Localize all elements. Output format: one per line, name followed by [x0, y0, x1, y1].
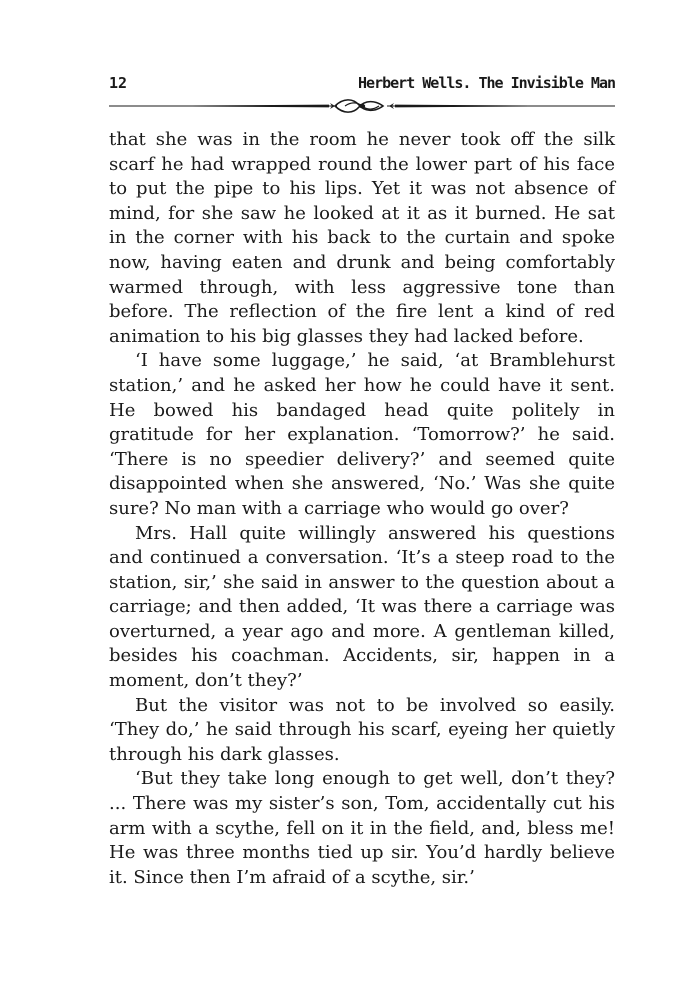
running-head [109, 72, 615, 94]
page-text [109, 128, 615, 890]
paragraph: ‘But they take long enough to get well, don’t they? ... There was my sister’s son, Tom, accidentally cut his arm with a scythe, fell on it in the field, and, bless me! He was three months tied up sir. You’d hardly believe it. Since then I’m afraid of a scythe, sir.’ [109, 768, 615, 888]
paragraph: Mrs. Hall quite willingly answered his questions and continued a conversation. ‘It’s a steep road to the station, sir,’ she said in answer to the question about a carriage; and then added, ‘It was there a carriage was overturned, a year ago and more. A gentleman killed, besides his coachman. Accidents, sir, happen in a moment, don’t they?’ [109, 522, 615, 692]
running-title: Herbert Wells. The Invisible Man [358, 74, 615, 92]
page-number: 12 [109, 74, 128, 92]
paragraph: ‘I have some luggage,’ he said, ‘at Bramblehurst station,’ and he asked her how he could have it sent. He bowed his bandaged head quite politely in gratitude for her explanation. ‘Tomorrow?’ he said. ‘There is no speedier delivery?’ and seemed quite disappointed when she answered, ‘No.’ Was she quite sure? No man with a carriage who would go over? [109, 350, 615, 519]
paragraph: But the visitor was not to be involved so easily. ‘They do,’ he said through his scarf, eyeing her quietly through his dark glasses. [109, 694, 615, 765]
flourish-divider-icon [109, 96, 615, 116]
book-page [109, 72, 615, 888]
paragraph: that she was in the room he never took off the silk scarf he had wrapped round the lower part of his face to put the pipe to his lips. Yet it was not absence of mind, for she saw he looked at it as it burned. He sat in the corner with his back to the curtain and spoke now, having eaten and drunk and being comfortably warmed through, with less aggressive tone than before. The reflection of the fire lent a kind of red animation to his big glasses they had lacked before. [109, 129, 615, 347]
